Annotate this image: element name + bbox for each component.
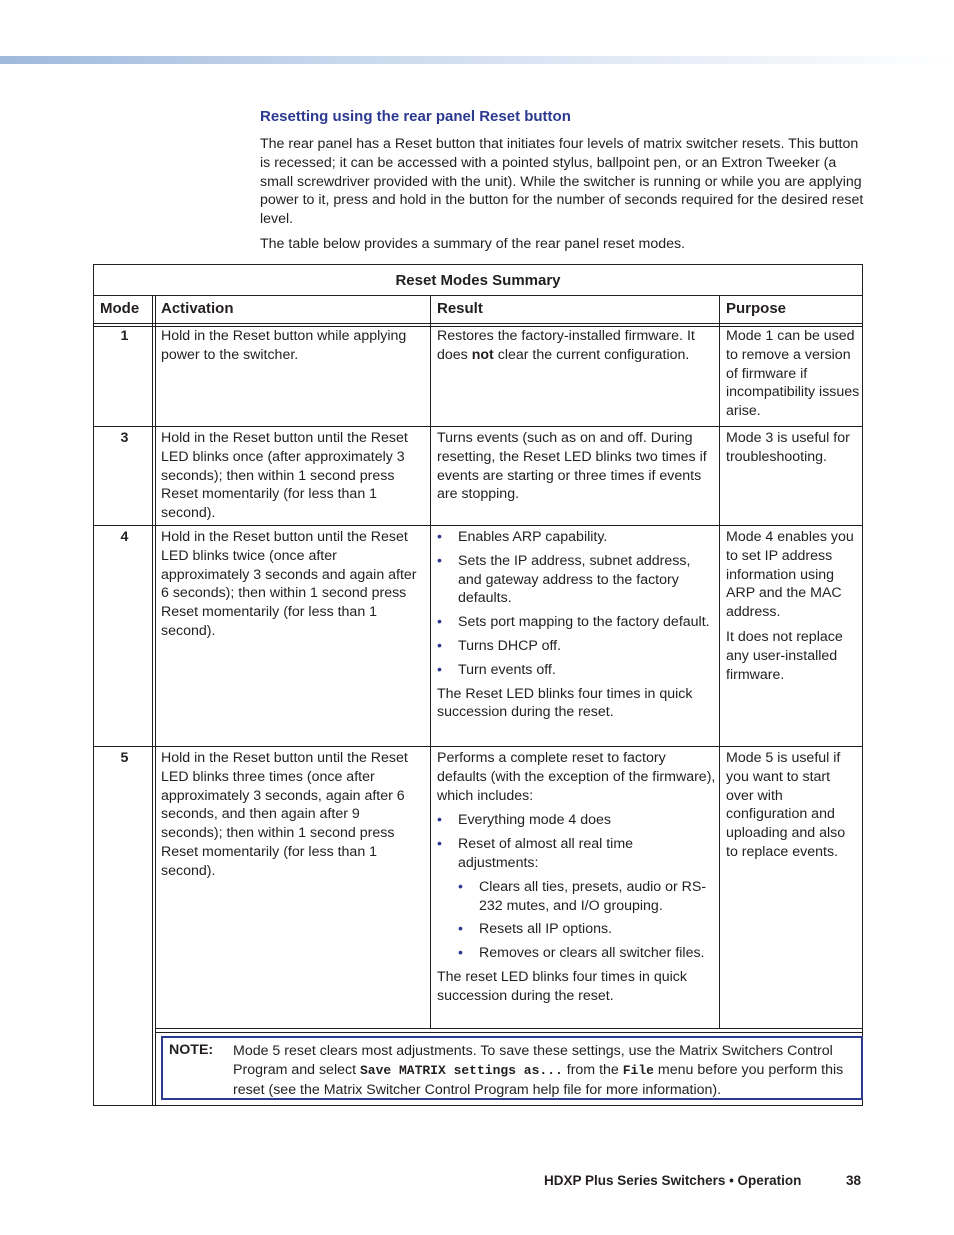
result-cell: [437, 528, 717, 728]
list-item: • Sets port mapping to the factory default.: [437, 613, 717, 632]
result-bullet-list: [437, 811, 717, 963]
mode-number: 5: [120, 750, 129, 766]
table-divider: [156, 1032, 862, 1033]
purpose-cell: [726, 528, 860, 690]
note-label: NOTE:: [169, 1042, 214, 1058]
activation-cell: Hold in the Reset button until the Reset LED blinks once (after approximately 3 seconds); then within 1 second press Reset momentarily (for less than 1 second).: [161, 430, 408, 522]
result-bullet-list: [437, 528, 717, 680]
table-divider: [94, 746, 862, 747]
purpose-text: Mode 4 enables you to set IP address information using ARP and the MAC address.: [726, 529, 854, 621]
note-text-part: menu before you perform this reset (see the Matrix Switcher Control Program help file for more information).: [233, 1061, 844, 1098]
table-divider: [94, 525, 862, 526]
intro-paragraph: The rear panel has a Reset button that initiates four levels of matrix switcher resets. This button is recessed; it can be accessed with a pointed stylus, ballpoint pen, or an Extron Tweeker (a small screwdriver provided with the unit). While the switcher is running or while you are applying power to it, press and hold in the button for the number of seconds required for the desired reset level.: [260, 136, 864, 228]
list-item-text: Reset of almost all real time adjustments:: [458, 836, 634, 871]
list-item: • Turn events off.: [437, 661, 717, 680]
list-item: [437, 835, 717, 963]
header-band: [0, 56, 954, 64]
reset-modes-table: [93, 264, 863, 1106]
table-divider: [94, 426, 862, 427]
section-heading: Resetting using the rear panel Reset button: [260, 108, 571, 125]
table-divider: [94, 295, 862, 296]
list-item: • Enables ARP capability.: [437, 528, 717, 547]
purpose-cell: Mode 1 can be used to remove a version of firmware if incompatibility issues arise.: [726, 328, 860, 420]
menu-name: File: [622, 1062, 654, 1078]
note-box: [161, 1036, 863, 1100]
page-number: 38: [846, 1173, 862, 1188]
menu-command: Save MATRIX settings as...: [359, 1062, 563, 1078]
mode-number: 3: [120, 430, 129, 446]
intro-paragraph-2: The table below provides a summary of the rear panel reset modes.: [260, 236, 686, 252]
note-text: [233, 1042, 857, 1099]
list-item: • Turns DHCP off.: [437, 637, 717, 656]
header-result: Result: [437, 300, 483, 317]
sub-list-item: • Resets all IP options.: [458, 920, 717, 939]
result-intro: Performs a complete reset to factory defaults (with the exception of the firmware), which includes:: [437, 750, 716, 804]
list-item: • Everything mode 4 does: [437, 811, 717, 830]
table-divider: [430, 295, 431, 1028]
result-cell: [437, 327, 717, 365]
note-text-part: Mode 5 reset clears most adjustments. To save these settings, use the Matrix Switchers Control Program and select: [233, 1043, 833, 1078]
result-sub-bullet-list: [458, 878, 717, 963]
header-purpose: Purpose: [726, 300, 787, 317]
sub-list-item: • Removes or clears all switcher files.: [458, 944, 717, 963]
note-text-part: from the: [562, 1061, 623, 1078]
table-divider: [152, 295, 153, 1105]
table-divider: [94, 323, 862, 324]
table-divider: [155, 295, 156, 1105]
list-item: • Sets the IP address, subnet address, and gateway address to the factory defaults.: [437, 552, 717, 608]
result-emphasis: not: [471, 346, 494, 363]
header-activation: Activation: [161, 300, 234, 317]
sub-list-item: • Clears all ties, presets, audio or RS-232 mutes, and I/O grouping.: [458, 878, 717, 916]
table-title: Reset Modes Summary: [395, 272, 561, 289]
result-note: The reset LED blinks four times in quick succession during the reset.: [437, 968, 687, 1004]
result-cell: Turns events (such as on and off. During resetting, the Reset LED blinks two times if events are starting or three times if events are stopping.: [437, 430, 707, 503]
purpose-cell: Mode 5 is useful if you want to start over with configuration and uploading and also to replace events.: [726, 750, 846, 860]
table-divider: [719, 295, 720, 1028]
result-note: The Reset LED blinks four times in quick succession during the reset.: [437, 685, 693, 721]
purpose-cell: Mode 3 is useful for troubleshooting.: [726, 430, 850, 465]
mode-number: 4: [120, 529, 129, 545]
activation-cell: Hold in the Reset button until the Reset LED blinks twice (once after approximately 3 seconds and again after 6 seconds); then within 1 second press Reset momentarily (for less than 1 second).: [161, 529, 417, 639]
table-divider: [156, 1028, 862, 1029]
result-cell: [437, 749, 717, 1012]
result-text: Restores the factory-installed firmware. It does: [437, 328, 695, 363]
mode-number: 1: [120, 328, 129, 344]
header-mode: Mode: [100, 300, 140, 317]
footer-title: HDXP Plus Series Switchers • Operation: [544, 1173, 802, 1188]
activation-cell: Hold in the Reset button while applying power to the switcher.: [161, 328, 407, 363]
purpose-text: It does not replace any user-installed firmware.: [726, 628, 843, 683]
activation-cell: Hold in the Reset button until the Reset LED blinks three times (once after approximately 3 seconds, again after 6 seconds, and then again after 9 seconds); then within 1 second press Reset momentarily (for less than 1 second).: [161, 750, 408, 879]
result-text: clear the current configuration.: [493, 346, 690, 363]
